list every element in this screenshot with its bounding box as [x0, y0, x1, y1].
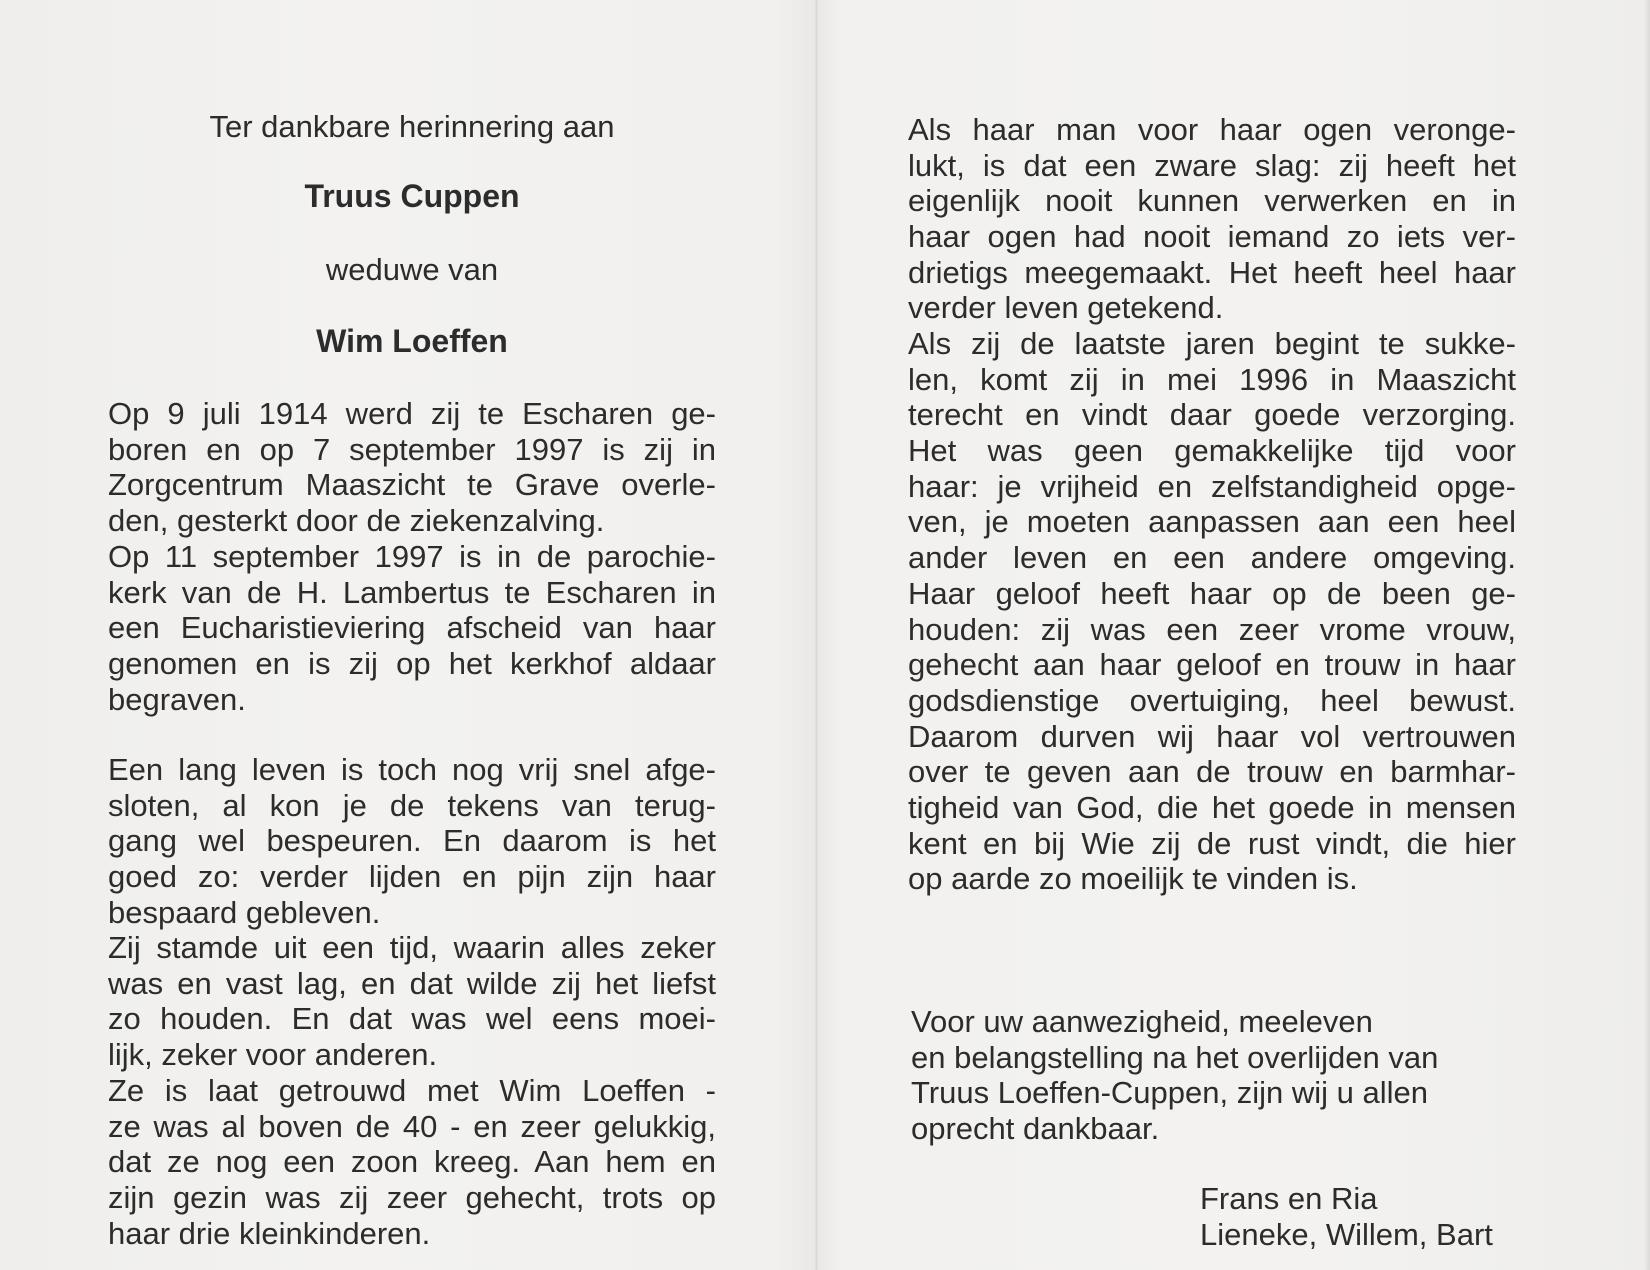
intro-line: Ter dankbare herinnering aan: [209, 109, 615, 144]
text-line: drietigs meegemaakt. Het heeft heel haar: [908, 254, 1516, 290]
paragraph-funeral: [108, 539, 716, 717]
text-line: kent en bij Wie zij de rust vindt, die hier: [908, 825, 1516, 861]
text-line: en belangstelling na het overlijden van: [911, 1039, 1439, 1075]
text-line: verder leven getekend.: [908, 290, 1224, 326]
text-line: terecht en vindt daar goede verzorging.: [908, 397, 1516, 433]
text-line: Daarom durven wij haar vol vertrouwen: [908, 718, 1516, 754]
text-line: kerk van de H. Lambertus te Escharen in: [108, 574, 716, 610]
text-line: haar: je vrijheid en zelfstandigheid opge-: [908, 468, 1516, 504]
text-line: Zij stamde uit een tijd, waarin alles zeker: [108, 930, 716, 965]
text-line: ander leven en een andere omgeving.: [908, 540, 1516, 576]
text-line: Als zij de laatste jaren begint te sukke-: [908, 326, 1516, 361]
signature-line: Lieneke, Willem, Bart: [1200, 1216, 1493, 1252]
text-line: op aarde zo moeilijk te vinden is.: [908, 861, 1358, 897]
text-line: Op 9 juli 1914 werd zij te Escharen ge-: [108, 396, 716, 431]
text-line: ven, je moeten aanpassen aan een heel: [908, 504, 1516, 540]
text-line: tigheid van God, die het goede in mensen: [908, 789, 1516, 825]
text-line: zo houden. En dat was wel eens moei-: [108, 1001, 716, 1037]
signatures: [1200, 1181, 1493, 1252]
paragraph-marriage: [108, 1073, 716, 1251]
text-line: haar ogen had nooit iemand zo iets ver-: [908, 219, 1516, 255]
text-line: dat ze nog een zoon kreeg. Aan hem en: [108, 1144, 716, 1180]
text-line: Als haar man voor haar ogen veronge-: [908, 112, 1516, 147]
text-line: boren en op 7 september 1997 is zij in: [108, 431, 716, 467]
text-line: den, gesterkt door de ziekenzalving.: [108, 503, 605, 539]
text-line: genomen en is zij op het kerkhof aldaar: [108, 646, 716, 682]
text-line: Truus Loeffen-Cuppen, zijn wij u allen: [911, 1075, 1428, 1111]
paragraph-husband-accident: [908, 112, 1516, 326]
text-line: over te geven aan de trouw en barmhar-: [908, 754, 1516, 790]
deceased-name: Truus Cuppen: [304, 178, 520, 214]
paragraph-birth-death: [108, 396, 716, 539]
widow-of-line: weduwe van: [325, 252, 499, 287]
text-line: oprecht dankbaar.: [911, 1111, 1160, 1147]
text-line: Ze is laat getrouwd met Wim Loeffen -: [108, 1073, 716, 1108]
text-line: Op 11 september 1997 is in de parochie-: [108, 539, 716, 574]
text-line: houden: zij was een zeer vrome vrouw,: [908, 611, 1516, 647]
text-line: bespaard gebleven.: [108, 894, 381, 930]
text-line: gang wel bespeuren. En daarom is het: [108, 823, 716, 859]
text-line: Een lang leven is toch nog vrij snel afge-: [108, 752, 716, 787]
text-line: zijn gezin was zij zeer gehecht, trots op: [108, 1180, 716, 1216]
text-line: Zorgcentrum Maaszicht te Grave overle-: [108, 467, 716, 503]
text-line: goed zo: verder lijden en pijn zijn haar: [108, 859, 716, 895]
text-line: haar drie kleinkinderen.: [108, 1215, 431, 1251]
text-line: lukt, is dat een zware slag: zij heeft het: [908, 147, 1516, 183]
card-fold: [815, 0, 819, 1270]
paragraph-last-years: [908, 326, 1516, 897]
text-line: Voor uw aanwezigheid, meeleven: [911, 1004, 1373, 1039]
spouse-name: Wim Loeffen: [316, 323, 508, 359]
card-edge-shadow: [1644, 0, 1650, 1270]
signature-line: Frans en Ria: [1200, 1181, 1378, 1216]
paragraph-her-time: [108, 930, 716, 1073]
text-line: Het was geen gemakkelijke tijd voor: [908, 433, 1516, 469]
text-line: sloten, al kon je de tekens van terug-: [108, 787, 716, 823]
thanks-text: [911, 1004, 1438, 1147]
text-line: len, komt zij in mei 1996 in Maaszicht: [908, 361, 1516, 397]
text-line: godsdienstige overtuiging, heel bewust.: [908, 682, 1516, 718]
text-line: was en vast lag, en dat wilde zij het liefst: [108, 965, 716, 1001]
text-line: lijk, zeker voor anderen.: [108, 1037, 438, 1073]
text-line: een Eucharistieviering afscheid van haar: [108, 610, 716, 646]
text-line: ze was al boven de 40 - en zeer gelukkig,: [108, 1108, 716, 1144]
text-line: eigenlijk nooit kunnen verwerken en in: [908, 183, 1516, 219]
text-line: Haar geloof heeft haar op de been ge-: [908, 575, 1516, 611]
paragraph-long-life: [108, 752, 716, 930]
text-line: begraven.: [108, 681, 246, 717]
text-line: gehecht aan haar geloof en trouw in haar: [908, 647, 1516, 683]
